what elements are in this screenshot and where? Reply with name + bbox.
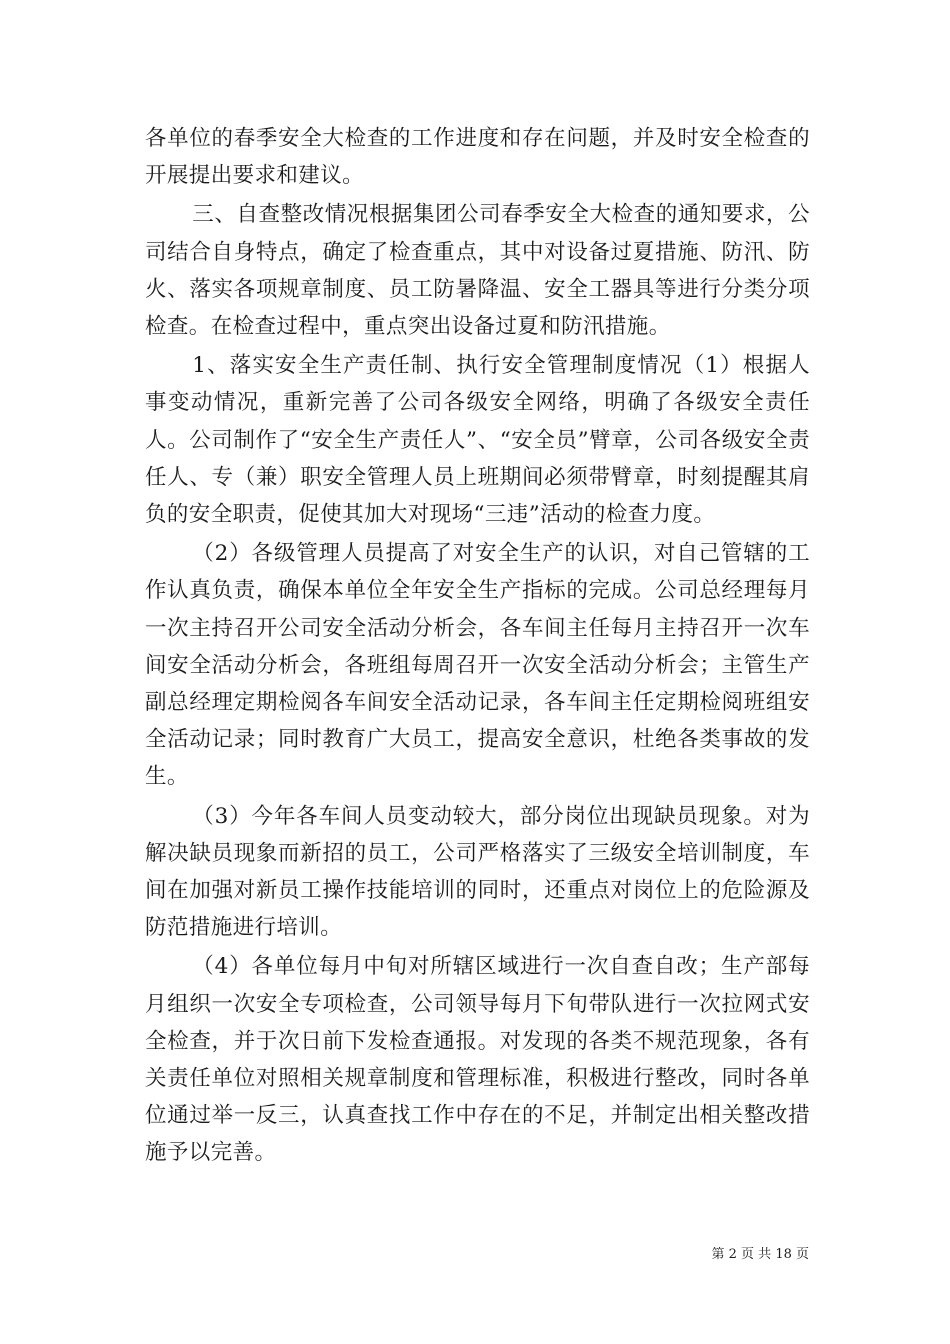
- paragraph-4: （2）各级管理人员提高了对安全生产的认识，对自己管辖的工作认真负责，确保本单位全年安全生产指标的完成。公司总经理每月一次主持召开公司安全活动分析会，各车间主任每月主持召开一次车间安全活动分析会，各班组每周召开一次安全活动分析会；主管生产副总经理定期检阅各车间安全活动记录，各车间主任定期检阅班组安全活动记录；同时教育广大员工，提高安全意识，杜绝各类事故的发生。: [145, 541, 810, 790]
- page-number-footer: 第 2 页 共 18 页: [711, 1247, 809, 1262]
- paragraph-2: 三、自查整改情况根据集团公司春季安全大检查的通知要求，公司结合自身特点，确定了检查重点，其中对设备过夏措施、防汛、防火、落实各项规章制度、员工防暑降温、安全工器具等进行分类分项检查。在检查过程中，重点突出设备过夏和防汛措施。: [145, 202, 810, 340]
- paragraph-1: 各单位的春季安全大检查的工作进度和存在问题，并及时安全检查的开展提出要求和建议。: [145, 126, 810, 189]
- paragraph-3: 1、落实安全生产责任制、执行安全管理制度情况（1）根据人事变动情况，重新完善了公司各级安全网络，明确了各级安全责任人。公司制作了“安全生产责任人”、“安全员”臂章，公司各级安全责任人、专（兼）职安全管理人员上班期间必须带臂章，时刻提醒其肩负的安全职责，促使其加大对现场“三违”活动的检查力度。: [145, 353, 810, 528]
- document-body: [145, 120, 810, 1174]
- paragraph-5: （3）今年各车间人员变动较大，部分岗位出现缺员现象。对为解决缺员现象而新招的员工，公司严格落实了三级安全培训制度，车间在加强对新员工操作技能培训的同时，还重点对岗位上的危险源及防范措施进行培训。: [145, 803, 810, 941]
- paragraph-6: （4）各单位每月中旬对所辖区域进行一次自查自改；生产部每月组织一次安全专项检查，公司领导每月下旬带队进行一次拉网式安全检查，并于次日前下发检查通报。对发现的各类不规范现象，各有关责任单位对照相关规章制度和管理标准，积极进行整改，同时各单位通过举一反三，认真查找工作中存在的不足，并制定出相关整改措施予以完善。: [145, 954, 810, 1166]
